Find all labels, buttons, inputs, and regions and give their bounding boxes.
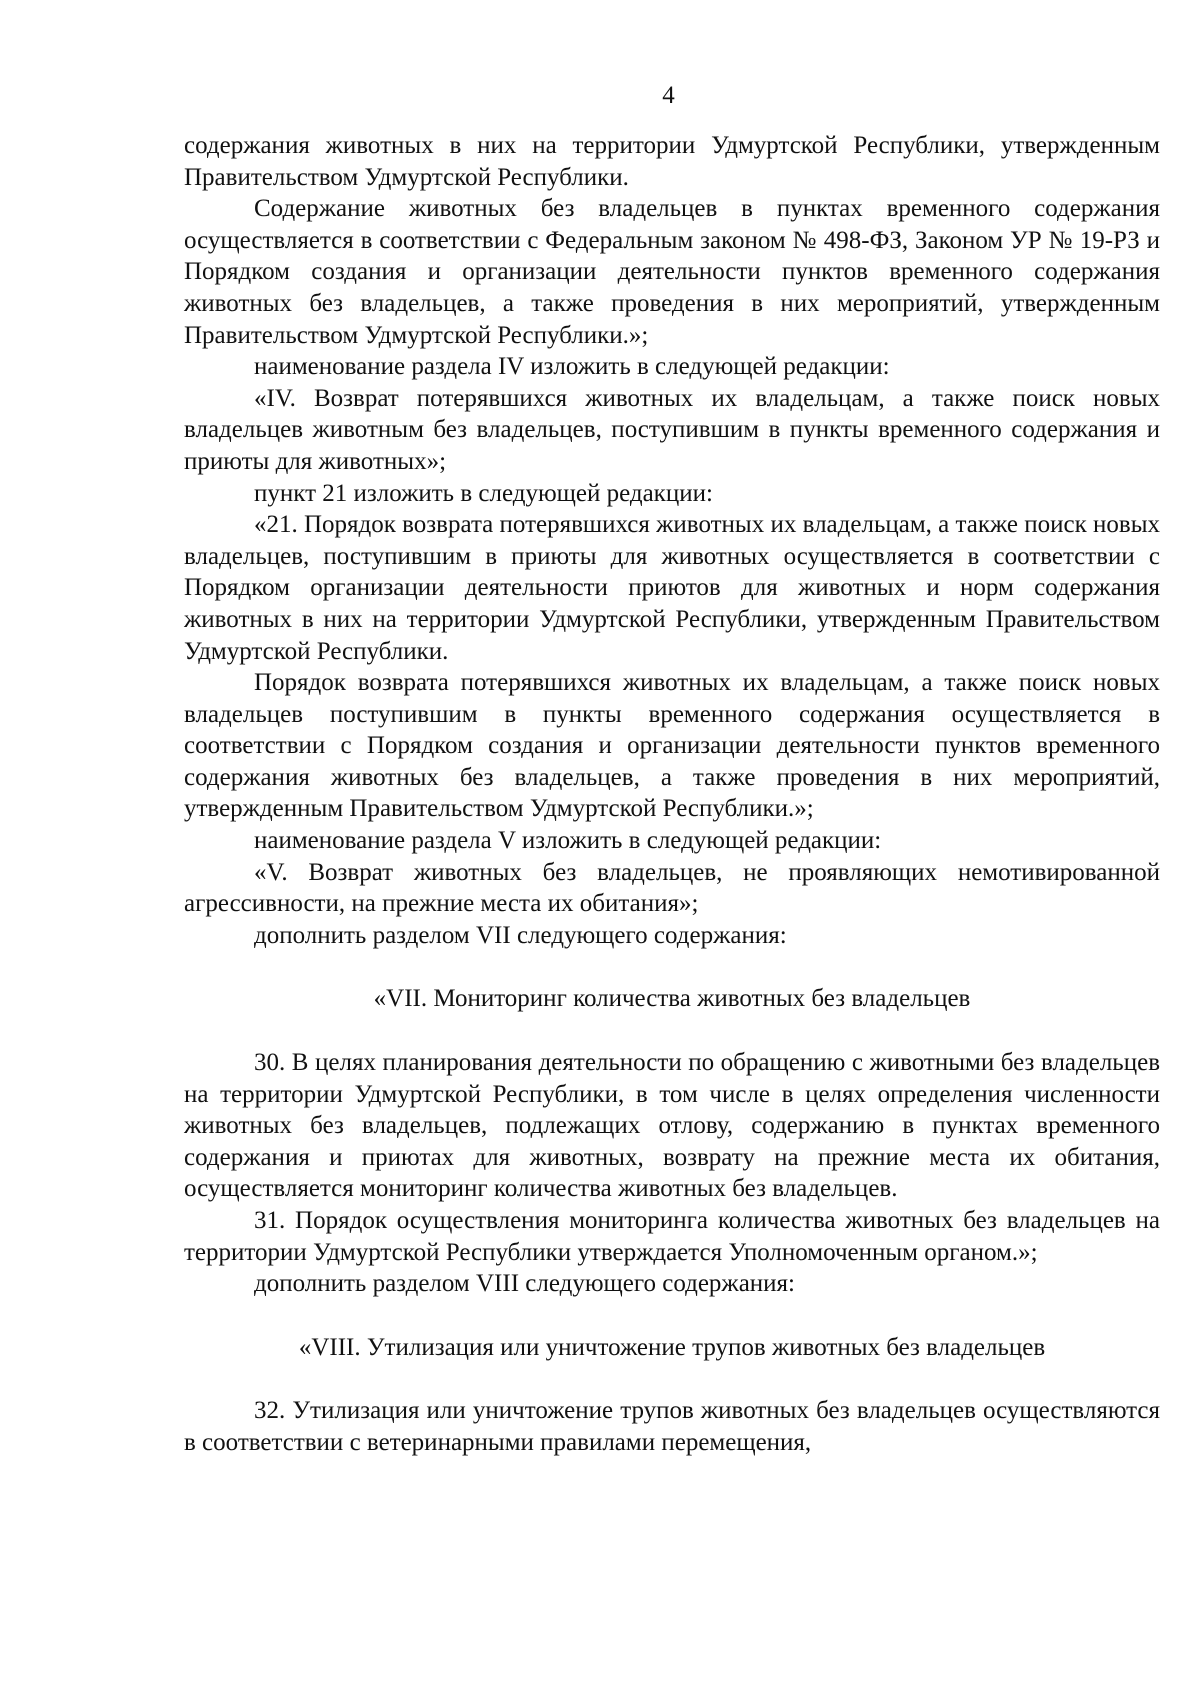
spacer <box>184 951 1160 983</box>
paragraph-section-iv-title: «IV. Возврат потерявшихся животных их владельцам, а также поиск новых владельцев животным без владельцев, поступившим в пункты временного содержания и приюты для животных»; <box>184 384 1160 475</box>
paragraph-instruction-section-iv: наименование раздела IV изложить в следующей редакции: <box>254 353 890 381</box>
paragraph-item-32: 32. Утилизация или уничтожение трупов животных без владельцев осуществляются в соответствии с ветеринарными правилами перемещения, <box>184 1397 1160 1456</box>
paragraph-instruction-section-viii: дополнить разделом VIII следующего содержания: <box>254 1270 795 1298</box>
spacer <box>184 1363 1160 1395</box>
paragraph-section-v-title: «V. Возврат животных без владельцев, не проявляющих немотивированной агрессивности, на прежние места их обитания»; <box>184 858 1160 918</box>
paragraph-item-21: «21. Порядок возврата потерявшихся животных их владельцам, а также поиск новых владельцев, поступившим в приюты для животных осуществляется в соответствии с Порядком организации деятельности приютов для животных и норм содержания животных в них на территории Удмуртской Республики, утвержденным Правительством Удмуртской Республики. <box>184 511 1160 665</box>
paragraph-instruction-item-21: пункт 21 изложить в следующей редакции: <box>254 479 713 507</box>
paragraph-instruction-section-vii: дополнить разделом VII следующего содержания: <box>254 921 787 949</box>
paragraph-return-procedure: Порядок возврата потерявшихся животных их владельцам, а также поиск новых владельцев поступившим в пункты временного содержания осуществляется в соответствии с Порядком создания и организации деятельности пунктов временного содержания животных без владельцев, а также проведения в них мероприятий, утвержденным Правительством Удмуртской Республики.»; <box>184 669 1160 823</box>
spacer <box>184 1300 1160 1332</box>
paragraph-continuation: содержания животных в них на территории Удмуртской Республики, утвержденным Правительством Удмуртской Республики. <box>184 132 1160 191</box>
page-number: 4 <box>662 82 675 109</box>
paragraph-item-31: 31. Порядок осуществления мониторинга количества животных без владельцев на территории Удмуртской Республики утверждается Уполномоченным органом.»; <box>184 1207 1160 1266</box>
section-vii-heading: «VII. Мониторинг количества животных без владельцев <box>373 985 971 1013</box>
paragraph-instruction-section-v: наименование раздела V изложить в следующей редакции: <box>254 827 882 855</box>
paragraph-item-30: 30. В целях планирования деятельности по обращению с животными без владельцев на территории Удмуртской Республики, в том числе в целях определения численности животных без владельцев, подлежащих отлову, содержанию в пунктах временного содержания и приютах для животных, возврату на прежние места их обитания, осуществляется мониторинг количества животных без владельцев. <box>184 1049 1160 1203</box>
section-viii-heading: «VIII. Утилизация или уничтожение трупов животных без владельцев <box>298 1333 1046 1361</box>
spacer <box>184 1015 1160 1047</box>
paragraph-temporary-keeping: Содержание животных без владельцев в пунктах временного содержания осуществляется в соответствии с Федеральным законом № 498-ФЗ, Законом УР № 19-РЗ и Порядком создания и организации деятельности пунктов временного содержания животных без владельцев, а также проведения в них мероприятий, утвержденным Правительством Удмуртской Республики.»; <box>184 195 1160 349</box>
document-body <box>184 130 1160 1459</box>
